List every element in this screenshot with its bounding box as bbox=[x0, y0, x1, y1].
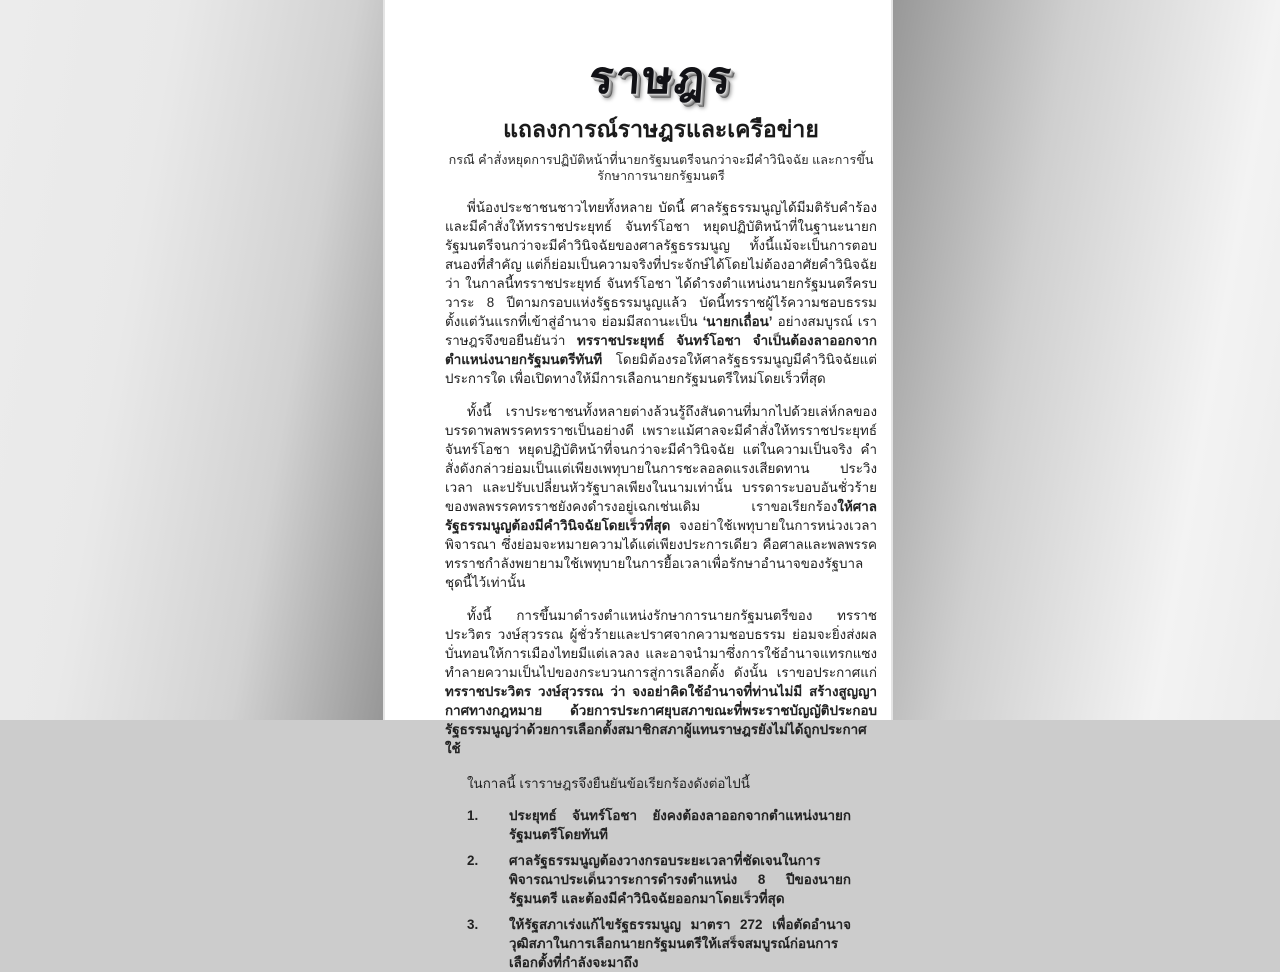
demand-text: ประยุทธ์ จันทร์โอชา ยังคงต้องลาออกจากตำแหน่งนายกรัฐมนตรีโดยทันที bbox=[509, 808, 851, 842]
body-text-segment: พี่น้องประชาชนชาวไทยทั้งหลาย บัดนี้ ศาลรัฐธรรมนูญได้มีมติรับคำร้อง และมีคำสั่งให้ทรราชประยุทธ์ จันทร์โอชา หยุดปฏิบัติหน้าที่ในฐานะนายกรัฐมนตรีจนกว่าจะมีคำวินิจฉัยของศาลรัฐธรรมนูญ ทั้งนี้แม้จะเป็นการตอบสนองที่สำคัญ แต่ก็ย่อมเป็นความจริงที่ประจักษ์ได้โดยไม่ต้องอาศัยคำวินิจฉัยว่า ในกาลนี้ทรราชประยุทธ์ จันทร์โอชา ได้ดำรงตำแหน่งนายกรัฐมนตรีครบวาระ 8 ปีตามกรอบแห่งรัฐธรรมนูญแล้ว บัดนี้ทรราชผู้ไร้ความชอบธรรมตั้งแต่วันแรกที่เข้าสู่อำนาจ ย่อมมีสถานะเป็น bbox=[445, 200, 877, 329]
ratsadon-logo: ราษฎร bbox=[587, 52, 735, 103]
demand-item bbox=[445, 806, 851, 844]
demand-number: 3. bbox=[467, 917, 479, 932]
demand-text: ศาลรัฐธรรมนูญต้องวางกรอบระยะเวลาที่ชัดเจนในการพิจารณาประเด็นวาระการดำรงตำแหน่ง 8 ปีของนายกรัฐมนตรี และต้องมีคำวินิจฉัยออกมาโดยเร็วที่สุด bbox=[509, 853, 851, 906]
backdrop-right bbox=[893, 0, 1280, 720]
statement-title: แถลงการณ์ราษฎรและเครือข่าย bbox=[503, 116, 819, 142]
demand-number: 1. bbox=[467, 808, 479, 823]
statement-subtitle: กรณี คำสั่งหยุดการปฏิบัติหน้าที่นายกรัฐมนตรีจนกว่าจะมีคำวินิจฉัย และการขึ้นรักษาการนายกรัฐมนตรี bbox=[448, 153, 874, 183]
bold-text: ‘นายกเถื่อน’ bbox=[702, 314, 773, 329]
demand-item bbox=[445, 851, 851, 908]
closing-line: ในกาลนี้ เราราษฎรจึงยืนยันข้อเรียกร้องดังต่อไปนี้ bbox=[467, 776, 750, 791]
paragraph bbox=[445, 606, 877, 758]
document-page bbox=[383, 0, 893, 970]
demands-list bbox=[445, 806, 877, 972]
paragraph bbox=[445, 198, 877, 388]
paragraph bbox=[445, 402, 877, 592]
body-text-segment: จงอย่าใช้เพทุบายในการหน่วงเวลาพิจารณา ซึ่งย่อมจะหมายความได้แต่เพียงประการเดียว คือศาลและพลพรรคทรราชกำลังพยายามใช้เพทุบายในการยื้อเวลาเพื่อรักษาอำนาจของรัฐบาลชุดนี้ไว้เท่านั้น bbox=[445, 518, 877, 590]
bold-text: ทรราชประวิตร วงษ์สุวรรณ ว่า จงอย่าคิดใช้อำนาจที่ท่านไม่มี สร้างสูญญากาศทางกฎหมาย ด้วยการประกาศยุบสภาขณะที่พระราชบัญญัติประกอบรัฐธรรมนูญว่าด้วยการเลือกตั้งสมาชิกสภาผู้แทนราษฎรยังไม่ได้ถูกประกาศใช้ bbox=[445, 684, 877, 756]
demand-item bbox=[445, 915, 851, 972]
demand-text: ให้รัฐสภาเร่งแก้ไขรัฐธรรมนูญ มาตรา 272 เพื่อตัดอำนาจวุฒิสภาในการเลือกนายกรัฐมนตรีให้เสร็จสมบูรณ์ก่อนการเลือกตั้งที่กำลังจะมาถึง bbox=[509, 917, 851, 970]
body-text-segment: อย่างสมบูรณ์ เราราษฎรจึงขอยืนยันว่า bbox=[445, 314, 878, 348]
backdrop-left bbox=[0, 0, 383, 720]
body-text-segment: โดยมิต้องรอให้ศาลรัฐธรรมนูญมีคำวินิจฉัยแต่ประการใด เพื่อเปิดทางให้มีการเลือกนายกรัฐมนตรีใหม่โดยเร็วที่สุด bbox=[445, 352, 877, 386]
bold-text: ทรราชประยุทธ์ จันทร์โอชา จำเป็นต้องลาออกจากตำแหน่งนายกรัฐมนตรีทันที bbox=[445, 333, 877, 367]
demand-number: 2. bbox=[467, 853, 479, 868]
bold-text: ให้ศาลรัฐธรรมนูญต้องมีคำวินิจฉัยโดยเร็วที่สุด bbox=[445, 499, 877, 533]
body-text-segment: ทั้งนี้ เราประชาชนทั้งหลายต่างล้วนรู้ถึงสันดานที่มากไปด้วยเล่ห์กลของบรรดาพลพรรคทรราชเป็นอย่างดี เพราะแม้ศาลจะมีคำสั่งให้ทรราชประยุทธ์ จันทร์โอชา หยุดปฏิบัติหน้าที่จนกว่าจะมีคำวินิจฉัย แต่ในความเป็นจริง คำสั่งดังกล่าวย่อมเป็นแต่เพียงเพทุบายในการชะลอลดแรงเสียดทาน ประวิงเวลา และปรับเปลี่ยนหัวรัฐบาลเพียงในนามเท่านั้น บรรดาระบอบอันชั่วร้ายของพลพรรคทรราชยังคงดำรงอยู่เฉกเช่นเดิม เราขอเรียกร้อง bbox=[445, 404, 877, 514]
statement-body bbox=[445, 198, 877, 972]
paragraphs bbox=[445, 198, 877, 758]
body-text-segment: ทั้งนี้ การขึ้นมาดำรงตำแหน่งรักษาการนายกรัฐมนตรีของ ทรราชประวิตร วงษ์สุวรรณ ผู้ชั่วร้ายและปราศจากความชอบธรรม ย่อมจะยิ่งส่งผลบั่นทอนให้การเมืองไทยมีแต่เลวลง และอาจนำมาซึ่งการใช้อำนาจแทรกแซงทำลายความเป็นไปของกระบวนการสู่การเลือกตั้ง ดังนั้น เราขอประกาศแก่ bbox=[445, 608, 877, 680]
